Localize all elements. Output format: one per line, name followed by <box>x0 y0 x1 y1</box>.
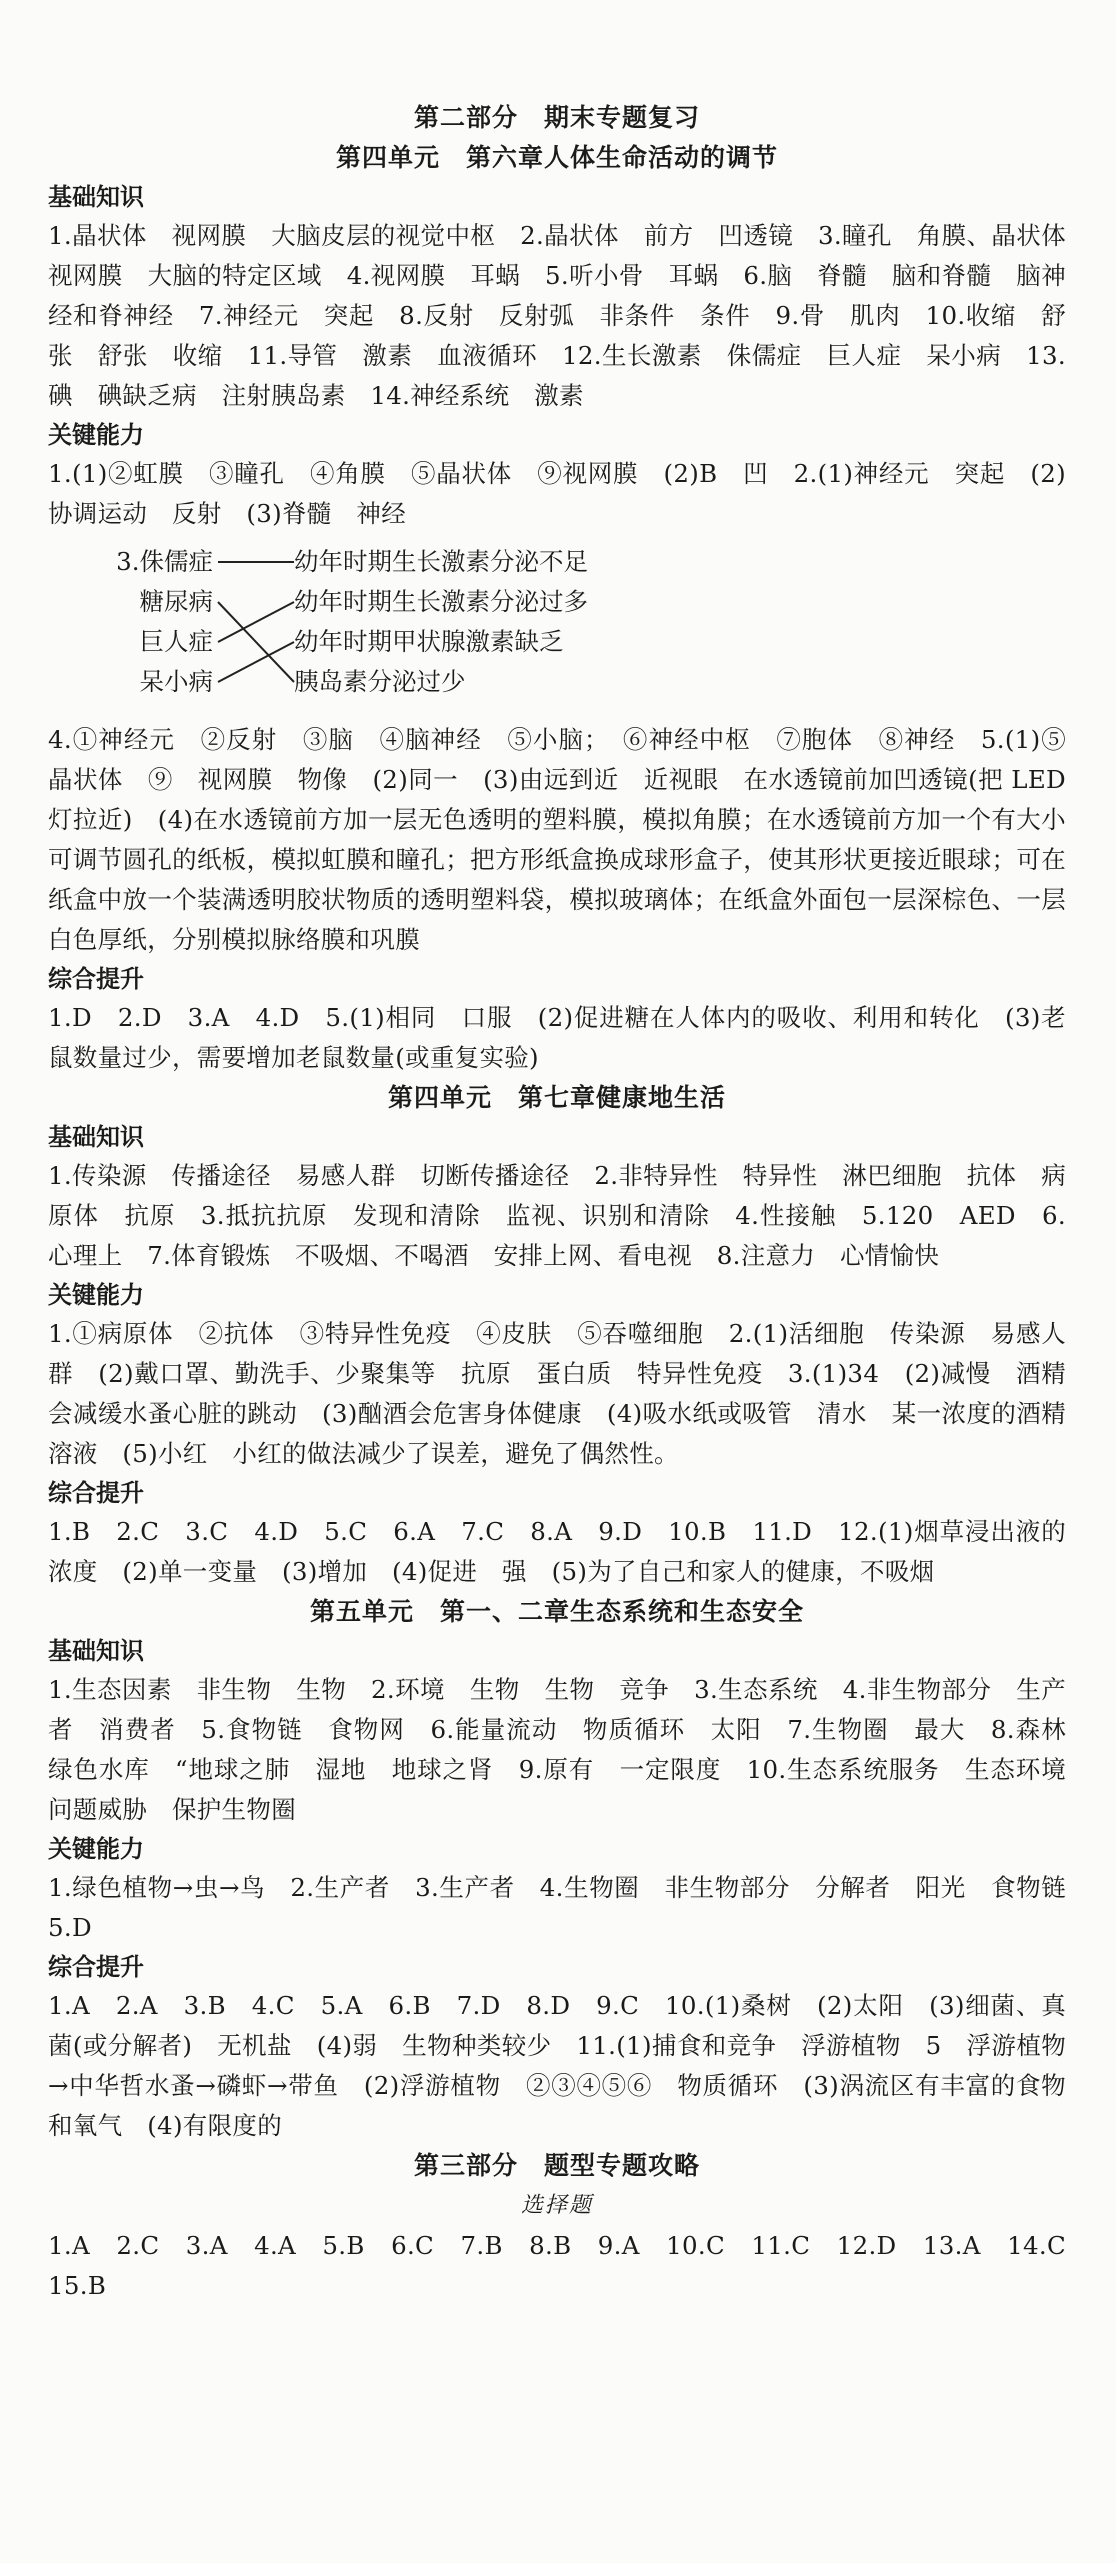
comprehensive-answers: 1.B 2.C 3.C 4.D 5.C 6.A 7.C 8.A 9.D 10.B 11.D 12.(1)烟草浸出液的浓度 (2)单一变量 (3)增加 (4)促进 强 (5)为了自己和家人的健康，不吸烟 <box>48 1517 1066 1586</box>
choice-answers: 1.A 2.C 3.A 4.A 5.B 6.C 7.B 8.B 9.A 10.C 11.C 12.D 13.A 14.C 15.B <box>48 2231 1091 2300</box>
comprehensive-heading: 综合提升 <box>48 965 144 993</box>
key-ability-answers: 1.①病原体 ②抗体 ③特异性免疫 ④皮肤 ⑤吞噬细胞 2.(1)活细胞 传染源 易感人群 (2)戴口罩、勤洗手、少聚集等 抗原 蛋白质 特异性免疫 3.(1)34 (2)减慢 酒精会减缓水蚤心脏的跳动 (3)酗酒会危害身体健康 (4)吸水纸或吸管 清水 某一浓度的酒精溶液 (5)小红 小红的做法减少了误差，避免了偶然性。 <box>48 1319 1066 1468</box>
basic-knowledge-answers: 1.晶状体 视网膜 大脑皮层的视觉中枢 2.晶状体 前方 凹透镜 3.瞳孔 角膜、晶状体 视网膜 大脑的特定区域 4.视网膜 耳蜗 5.听小骨 耳蜗 6.脑 脊髓 脑和脊髓 脑神经和脊神经 7.神经元 突起 8.反射 反射弧 非条件 条件 9.骨 肌肉 10.收缩 舒张 舒张 收缩 11.导管 激素 血液循环 12.生长激素 侏儒症 巨人症 呆小病 13.碘 碘缺乏病 注射胰岛素 14.神经系统 激素 <box>48 221 1091 410</box>
section-part3 <box>48 2146 1091 2306</box>
basic-knowledge-heading: 基础知识 <box>48 1123 144 1151</box>
section-unit4-ch6 <box>48 138 1091 1078</box>
matching-left-item: 糖尿病 <box>139 587 213 616</box>
matching-diagram <box>48 542 1066 712</box>
comprehensive-heading: 综合提升 <box>48 1953 144 1981</box>
matching-right-item: 幼年时期生长激素分泌过多 <box>294 587 588 616</box>
matching-left-item: 呆小病 <box>139 667 213 696</box>
key-ability-answers-cont: 4.①神经元 ②反射 ③脑 ④脑神经 ⑤小脑； ⑥神经中枢 ⑦胞体 ⑧神经 5.(1)⑤ 晶状体 ⑨ 视网膜 物像 (2)同一 (3)由远到近 近视眼 在水透镜前加凹透镜(把 LED 灯拉近) (4)在水透镜前方加一层无色透明的塑料膜，模拟角膜；在水透镜前方加一个有大小可调节圆孔的纸板，模拟虹膜和瞳孔；把方形纸盒换成球形盒子，使其形状更接近眼球；可在纸盒中放一个装满透明胶状物质的透明塑料袋，模拟玻璃体；在纸盒外面包一层深棕色、一层白色厚纸，分别模拟脉络膜和巩膜 <box>48 725 1091 954</box>
basic-knowledge-heading: 基础知识 <box>48 1637 144 1665</box>
unit-title: 第四单元 第六章人体生命活动的调节 <box>335 143 778 172</box>
basic-knowledge-answers: 1.传染源 传播途径 易感人群 切断传播途径 2.非特异性 特异性 淋巴细胞 抗体 病原体 抗原 3.抵抗抗原 发现和清除 监视、识别和清除 4.性接触 5.120 AED 6.心理上 7.体育锻炼 不吸烟、不喝酒 安排上网、看电视 8.注意力 心情愉快 <box>48 1161 1066 1270</box>
matching-lines <box>48 542 308 712</box>
key-ability-answers: 1.(1)②虹膜 ③瞳孔 ④角膜 ⑤晶状体 ⑨视网膜 (2)B 凹 2.(1)神经元 突起 (2)协调运动 反射 (3)脊髓 神经 <box>48 459 1066 528</box>
comprehensive-heading: 综合提升 <box>48 1479 144 1507</box>
part-title: 第二部分 期末专题复习 <box>413 103 700 132</box>
choice-questions-title: 选择题 <box>520 2193 593 2218</box>
basic-knowledge-heading: 基础知识 <box>48 183 144 211</box>
section-unit4-ch7 <box>48 1078 1066 1592</box>
basic-knowledge-answers: 1.生态因素 非生物 生物 2.环境 生物 生物 竞争 3.生态系统 4.非生物部分 生产者 消费者 5.食物链 食物网 6.能量流动 物质循环 太阳 7.生物圈 最大 8.森林 绿色水库 “地球之肺 湿地 地球之肾 9.原有 一定限度 10.生态系统服务 生态环境问题威胁 保护生物圈 <box>48 1675 1091 1824</box>
matching-label: 3. <box>116 547 140 576</box>
unit-title: 第五单元 第一、二章生态系统和生态安全 <box>309 1597 804 1626</box>
part-title: 第三部分 题型专题攻略 <box>413 2151 700 2180</box>
section-unit5 <box>48 1592 1091 2146</box>
comprehensive-answers: 1.A 2.A 3.B 4.C 5.A 6.B 7.D 8.D 9.C 10.(1)桑树 (2)太阳 (3)细菌、真菌(或分解者) 无机盐 (4)弱 生物种类较少 11.(1)捕食和竞争 浮游植物 5 浮游植物→中华哲水蚤→磷虾→带鱼 (2)浮游植物 ②③④⑤⑥ 物质循环 (3)涡流区有丰富的食物和氧气 (4)有限度的 <box>48 1991 1066 2140</box>
matching-right-item: 幼年时期生长激素分泌不足 <box>294 547 588 576</box>
matching-right-column <box>294 542 588 702</box>
matching-right-item: 胰岛素分泌过少 <box>294 667 466 696</box>
key-ability-heading: 关键能力 <box>48 1835 144 1863</box>
unit-title: 第四单元 第七章健康地生活 <box>387 1083 726 1112</box>
matching-left-item: 巨人症 <box>139 627 213 656</box>
matching-right-item: 幼年时期甲状腺激素缺乏 <box>294 627 564 656</box>
matching-left-item: 侏儒症 <box>139 547 213 576</box>
key-ability-heading: 关键能力 <box>48 421 144 449</box>
key-ability-answers: 1.绿色植物→虫→鸟 2.生产者 3.生产者 4.生物圈 非生物部分 分解者 阳光 食物链 5.D <box>48 1873 1091 1942</box>
key-ability-heading: 关键能力 <box>48 1281 144 1309</box>
comprehensive-answers: 1.D 2.D 3.A 4.D 5.(1)相同 口服 (2)促进糖在人体内的吸收、利用和转化 (3)老鼠数量过少，需要增加老鼠数量(或重复实验) <box>48 1003 1066 1072</box>
